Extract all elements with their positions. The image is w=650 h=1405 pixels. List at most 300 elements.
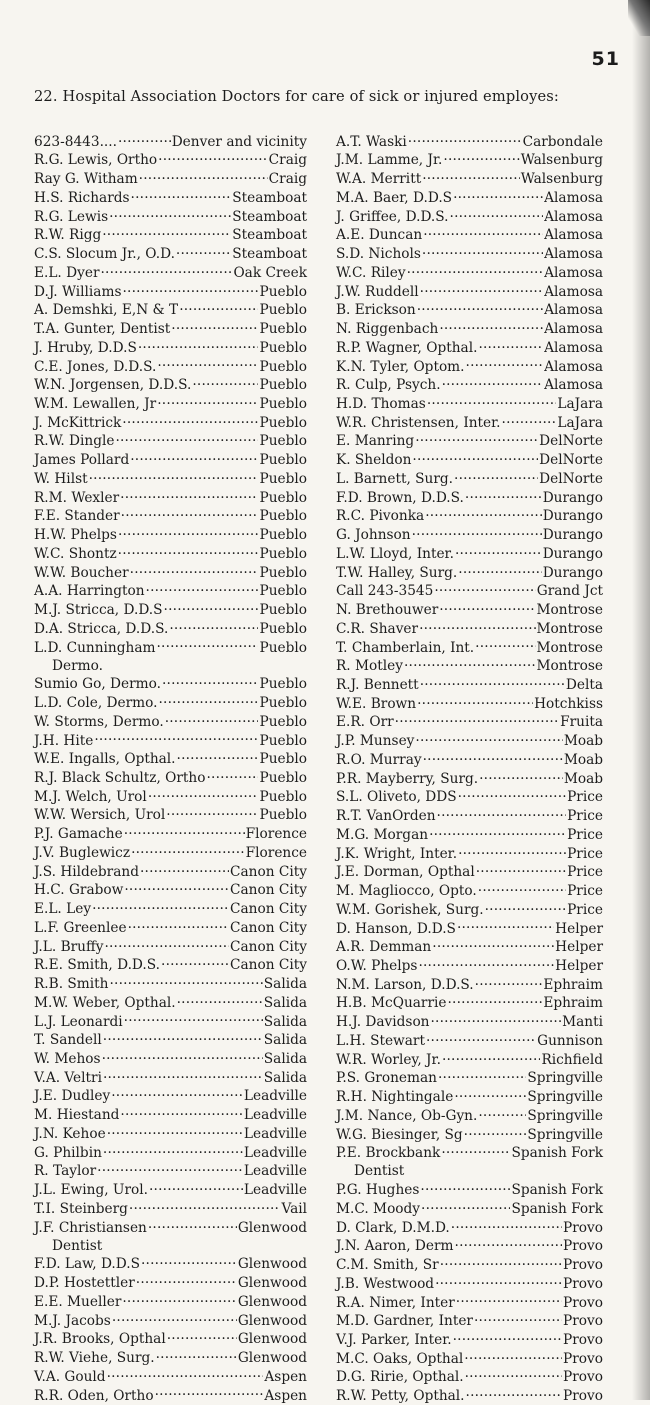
dot-leader	[165, 712, 259, 726]
dot-leader	[149, 1180, 243, 1194]
doctor-location: Price	[567, 864, 603, 881]
doctor-entry	[34, 525, 307, 544]
doctor-entry	[336, 151, 603, 170]
dot-leader	[502, 413, 557, 427]
doctor-entry	[34, 937, 307, 956]
doctor-name: A. Demshki, E,N & T	[34, 302, 179, 319]
dot-leader	[130, 563, 259, 577]
left-doctor-column	[34, 132, 307, 1405]
doctor-location: Alamosa	[544, 227, 603, 244]
doctor-entry	[336, 544, 603, 563]
doctor-location: Price	[567, 901, 603, 918]
doctor-location: Salida	[263, 1013, 307, 1030]
doctor-location: Ephraim	[543, 976, 603, 993]
doctor-location: Glenwood	[237, 1331, 307, 1348]
doctor-location: Craig	[268, 171, 307, 188]
dot-leader	[157, 394, 258, 408]
doctor-entry	[336, 1031, 603, 1050]
doctor-name: M.J. Welch, Urol	[34, 788, 147, 805]
doctor-location: Steamboat	[232, 208, 307, 225]
doctor-location: Steamboat	[232, 227, 307, 244]
doctor-name: F.D. Law, D.D.S	[34, 1256, 140, 1273]
doctor-location: Alamosa	[544, 339, 603, 356]
doctor-location: Pueblo	[259, 433, 307, 450]
dot-leader	[457, 919, 554, 933]
doctor-entry	[34, 806, 307, 825]
dot-leader	[408, 132, 522, 146]
doctor-entry	[336, 450, 603, 469]
doctor-name: W.C. Riley	[336, 264, 406, 281]
dot-leader	[439, 600, 535, 614]
doctor-name: R.T. VanOrden	[336, 808, 436, 825]
doctor-name: M.C. Moody	[336, 1200, 421, 1217]
doctor-entry	[34, 619, 307, 638]
doctor-location: Glenwood	[237, 1293, 307, 1310]
doctor-location: Steamboat	[232, 189, 307, 206]
doctor-name: R.W. Dingle	[34, 433, 115, 450]
doctor-location: Leadville	[243, 1107, 307, 1124]
doctor-name: P.G. Hughes	[336, 1182, 420, 1199]
dot-leader	[148, 1218, 237, 1232]
doctor-entry	[34, 282, 307, 301]
doctor-entry	[336, 132, 603, 151]
doctor-name: T.A. Gunter, Dentist	[34, 321, 171, 338]
dot-leader	[423, 750, 563, 764]
dot-leader	[107, 1124, 243, 1138]
doctor-name: W.M. Gorishek, Surg.	[336, 901, 484, 918]
dot-leader	[112, 1311, 237, 1325]
doctor-name: 623-8443....	[34, 133, 117, 150]
doctor-location: Alamosa	[544, 377, 603, 394]
doctor-name: J.W. Ruddell	[336, 283, 419, 300]
doctor-entry	[336, 469, 603, 488]
doctor-entry	[336, 1050, 603, 1069]
dot-leader	[422, 244, 543, 258]
doctor-name: Ray G. Witham	[34, 171, 138, 188]
doctor-name: F.D. Brown, D.D.S.	[336, 489, 464, 506]
doctor-entry	[34, 563, 307, 582]
doctor-location: Gunnison	[537, 1032, 603, 1049]
doctor-location: Pueblo	[259, 470, 307, 487]
doctor-entry	[34, 188, 307, 207]
doctor-name: M. Magliocco, Opto.	[336, 883, 477, 900]
doctor-entry	[34, 993, 307, 1012]
doctor-name: V.J. Parker, Inter.	[336, 1332, 452, 1348]
doctor-location: Alamosa	[544, 283, 603, 300]
doctor-name: D.P. Hostettler	[34, 1275, 135, 1292]
doctor-location: Glenwood	[237, 1350, 307, 1367]
doctor-entry	[34, 1162, 307, 1181]
doctor-name: A.A. Harrington	[34, 583, 145, 600]
doctor-name: Call 243-3545	[336, 583, 434, 600]
doctor-name: J.L. Bruffy	[34, 938, 104, 955]
dot-leader	[427, 394, 557, 408]
doctor-entry	[34, 638, 307, 657]
doctor-name: J.N. Aaron, Derm	[336, 1238, 454, 1255]
doctor-location: Pueblo	[259, 639, 307, 656]
doctor-entry	[34, 693, 307, 712]
doctor-entry	[336, 919, 603, 938]
dot-leader	[478, 338, 543, 352]
dot-leader	[435, 1274, 562, 1288]
doctor-entry	[336, 806, 603, 825]
doctor-location: Aspen	[264, 1387, 307, 1404]
dot-leader	[166, 806, 258, 820]
dot-leader	[475, 638, 535, 652]
doctor-entry	[34, 1124, 307, 1143]
doctor-entry	[34, 1218, 307, 1237]
doctor-location: Provo	[563, 1369, 603, 1386]
doctor-location: Delta	[565, 676, 603, 693]
doctor-name: R.J. Bennett	[336, 676, 419, 693]
doctor-location: Moab	[563, 751, 603, 768]
doctor-location: Alamosa	[544, 189, 603, 206]
dot-leader	[441, 1144, 510, 1158]
doctor-name: W.A. Merritt	[336, 171, 422, 188]
doctor-name: R. Motley	[336, 658, 403, 675]
doctor-location: Fruita	[560, 714, 603, 731]
doctor-entry	[34, 1237, 307, 1255]
dot-leader	[100, 263, 232, 277]
doctor-location: Helper	[555, 958, 603, 974]
doctor-location: Salida	[263, 1069, 307, 1086]
doctor-entry	[336, 750, 603, 769]
dot-leader	[121, 507, 259, 521]
doctor-entry	[34, 507, 307, 526]
dot-leader	[422, 169, 520, 183]
dot-leader	[454, 1087, 526, 1101]
doctor-entry	[336, 638, 603, 657]
dot-leader	[437, 806, 567, 820]
dot-leader	[417, 694, 533, 708]
doctor-entry	[34, 244, 307, 263]
section-heading: 22. Hospital Association Doctors for care of sick or injured employes:	[34, 88, 559, 105]
dot-leader	[157, 357, 258, 371]
doctor-location: Salida	[263, 1032, 307, 1049]
doctor-location: Provo	[563, 1313, 603, 1330]
doctor-entry	[336, 1199, 603, 1218]
doctor-entry	[336, 657, 603, 676]
doctor-name: V.A. Gould	[34, 1368, 106, 1385]
doctor-entry	[336, 675, 603, 694]
dot-leader	[432, 938, 554, 952]
doctor-entry	[336, 507, 603, 526]
doctor-location: Pueblo	[259, 545, 307, 562]
doctor-entry	[336, 956, 603, 975]
doctor-entry	[336, 881, 603, 900]
doctor-location: DelNorte	[539, 452, 603, 469]
dot-leader	[156, 638, 258, 652]
dot-leader	[420, 282, 544, 296]
doctor-location: Salida	[263, 976, 307, 993]
doctor-entry	[34, 1180, 307, 1199]
dot-leader	[138, 338, 259, 352]
doctor-name: Dentist	[52, 1237, 103, 1254]
doctor-name: M. Hiestand	[34, 1107, 120, 1124]
doctor-name: R.B. Smith	[34, 976, 109, 993]
doctor-entry	[336, 1069, 603, 1088]
dot-leader	[118, 525, 259, 539]
doctor-entry	[34, 1012, 307, 1031]
dot-leader	[442, 1050, 541, 1064]
doctor-name: W.C. Shontz	[34, 545, 117, 562]
doctor-name: R.P. Wagner, Opthal.	[336, 339, 478, 356]
dot-leader	[455, 1237, 563, 1251]
doctor-name: D.J. Williams	[34, 283, 122, 300]
doctor-entry	[34, 1199, 307, 1218]
doctor-location: Salida	[263, 994, 307, 1011]
doctor-name: W.R. Christensen, Inter.	[336, 414, 501, 431]
doctor-location: Price	[567, 789, 603, 806]
doctor-entry	[336, 1162, 603, 1180]
doctor-name: P.J. Gamache	[34, 826, 123, 843]
doctor-name: C.E. Jones, D.D.S.	[34, 358, 157, 375]
doctor-entry	[34, 226, 307, 245]
doctor-name: M.G. Morgan	[336, 826, 429, 843]
doctor-name: H.W. Phelps	[34, 527, 117, 544]
doctor-location: Pueblo	[259, 508, 307, 525]
doctor-entry	[336, 357, 603, 376]
doctor-entry	[34, 301, 307, 320]
doctor-name: W.W. Boucher	[34, 564, 129, 581]
doctor-location: Durango	[542, 564, 603, 581]
doctor-name: R.G. Lewis, Ortho	[34, 152, 158, 169]
doctor-name: J.H. Hite	[34, 732, 94, 749]
doctor-location: Alamosa	[544, 321, 603, 338]
doctor-name: R.O. Murray	[336, 751, 422, 768]
doctor-entry	[34, 338, 307, 357]
doctor-location: Glenwood	[237, 1312, 307, 1329]
doctor-name: G. Philbin	[34, 1144, 102, 1161]
doctor-entry	[336, 825, 603, 844]
dot-leader	[458, 563, 541, 577]
doctor-name: Dermo.	[52, 657, 103, 674]
doctor-location: Moab	[563, 770, 603, 787]
dot-leader	[440, 1255, 562, 1269]
doctor-entry	[336, 319, 603, 338]
doctor-name: J.B. Westwood	[336, 1275, 435, 1292]
doctor-entry	[336, 844, 603, 863]
doctor-location: Pueblo	[259, 602, 307, 619]
page-number: 51	[591, 48, 620, 70]
doctor-entry	[336, 713, 603, 732]
doctor-entry	[34, 1255, 307, 1274]
doctor-name: R.H. Nightingale	[336, 1089, 454, 1106]
dot-leader	[179, 301, 258, 315]
dot-leader	[94, 731, 258, 745]
doctor-location: Spanish Fork	[511, 1200, 603, 1217]
doctor-name: L.D. Cole, Dermo.	[34, 695, 158, 712]
doctor-name: W.E. Ingalls, Opthal.	[34, 751, 176, 768]
doctor-entry	[336, 975, 603, 994]
doctor-name: L.D. Cunningham	[34, 639, 156, 656]
doctor-entry	[336, 1106, 603, 1125]
doctor-name: E.R. Orr	[336, 714, 394, 731]
dot-leader	[395, 713, 559, 727]
doctor-entry	[34, 956, 307, 975]
doctor-location: Alamosa	[544, 264, 603, 281]
dot-leader	[103, 1031, 263, 1045]
doctor-entry	[34, 768, 307, 787]
doctor-location: Pueblo	[259, 751, 307, 768]
doctor-entry	[336, 1274, 603, 1293]
dot-leader	[158, 151, 268, 165]
doctor-entry	[34, 750, 307, 769]
doctor-location: Springville	[527, 1126, 603, 1143]
doctor-entry	[34, 787, 307, 806]
dot-leader	[412, 525, 542, 539]
doctor-entry	[336, 188, 603, 207]
doctor-entry	[34, 1106, 307, 1125]
dot-leader	[419, 619, 535, 633]
doctor-location: Pueblo	[259, 358, 307, 375]
doctor-name: D. Clark, D.M.D.	[336, 1219, 450, 1236]
doctor-location: Pueblo	[259, 676, 307, 693]
doctor-name: T.I. Steinberg	[34, 1200, 128, 1217]
dot-leader	[464, 1125, 527, 1139]
doctor-name: J.L. Ewing, Urol.	[34, 1182, 148, 1199]
doctor-entry	[34, 974, 307, 993]
dot-leader	[455, 544, 542, 558]
dot-leader	[466, 357, 544, 371]
doctor-location: Pueblo	[259, 527, 307, 544]
doctor-entry	[336, 619, 603, 638]
doctor-entry	[336, 1330, 603, 1349]
doctor-location: Craig	[268, 152, 307, 169]
doctor-name: N. Brethouwer	[336, 602, 439, 619]
dot-leader	[97, 1162, 243, 1176]
doctor-location: Leadville	[243, 1163, 307, 1180]
doctor-entry	[336, 788, 603, 807]
dot-leader	[429, 825, 566, 839]
doctor-name: C.R. Shaver	[336, 620, 419, 637]
doctor-location: Leadville	[243, 1088, 307, 1105]
doctor-location: Springville	[527, 1070, 603, 1087]
doctor-location: Provo	[563, 1275, 603, 1292]
doctor-location: Walsenburg	[520, 171, 603, 188]
doctor-location: LaJara	[557, 395, 603, 412]
dot-leader	[177, 750, 259, 764]
doctor-location: Manti	[562, 1014, 603, 1031]
dot-leader	[89, 469, 259, 483]
doctor-name: F.E. Stander	[34, 508, 120, 525]
doctor-location: Denver and vicinity	[171, 133, 307, 150]
doctor-name: R.M. Wexler	[34, 489, 120, 506]
doctor-location: Moab	[563, 733, 603, 750]
doctor-location: Montrose	[536, 658, 603, 675]
doctor-name: R.W. Viehe, Surg.	[34, 1350, 155, 1367]
doctor-name: W.N. Jorgensen, D.D.S.	[34, 377, 192, 394]
doctor-location: Ephraim	[543, 995, 603, 1012]
dot-leader	[465, 1368, 562, 1382]
dot-leader	[139, 169, 268, 183]
doctor-name: R.E. Smith, D.D.S.	[34, 957, 161, 974]
doctor-entry	[34, 712, 307, 731]
dot-leader	[438, 1069, 526, 1083]
doctor-location: Canon City	[230, 919, 307, 936]
doctor-name: J.M. Nance, Ob-Gyn.	[336, 1107, 478, 1124]
doctor-location: Canon City	[230, 957, 307, 974]
dot-leader	[130, 450, 258, 464]
doctor-location: Glenwood	[237, 1256, 307, 1273]
doctor-location: DelNorte	[539, 470, 603, 487]
doctor-name: E.L. Dyer	[34, 264, 100, 281]
doctor-entry	[34, 132, 307, 151]
doctor-entry	[336, 301, 603, 320]
doctor-name: J.P. Munsey	[336, 733, 415, 750]
doctor-name: H.C. Grabow	[34, 882, 124, 899]
doctor-name: A.E. Duncan	[336, 227, 423, 244]
doctor-name: R.R. Oden, Ortho	[34, 1387, 154, 1404]
doctor-entry	[34, 1292, 307, 1311]
doctor-entry	[336, 244, 603, 263]
doctor-entry	[34, 1386, 307, 1405]
dot-leader	[450, 207, 544, 221]
dot-leader	[161, 956, 229, 970]
doctor-entry	[34, 169, 307, 188]
doctor-name: K. Sheldon	[336, 452, 412, 469]
doctor-entry	[336, 694, 603, 713]
doctor-location: Price	[567, 845, 603, 862]
page-corner-curl	[628, 0, 650, 36]
doctor-name: G. Johnson	[336, 527, 411, 544]
doctor-entry	[336, 525, 603, 544]
doctor-name: M.J. Jacobs	[34, 1312, 111, 1329]
doctor-entry	[34, 207, 307, 226]
dot-leader	[451, 1218, 562, 1232]
doctor-entry	[336, 263, 603, 282]
dot-leader	[458, 788, 566, 802]
doctor-name: H.J. Davidson	[336, 1014, 430, 1031]
doctor-location: Pueblo	[259, 302, 307, 319]
doctor-location: Pueblo	[259, 695, 307, 712]
dot-leader	[136, 1273, 237, 1287]
doctor-location: Provo	[563, 1219, 603, 1236]
dot-leader	[434, 582, 535, 596]
doctor-location: Glenwood	[237, 1219, 307, 1236]
doctor-entry	[34, 1068, 307, 1087]
doctor-entry	[34, 432, 307, 451]
doctor-name: L.W. Lloyd, Inter.	[336, 545, 454, 562]
doctor-entry	[336, 338, 603, 357]
dot-leader	[177, 993, 263, 1007]
dot-leader	[420, 1180, 510, 1194]
doctor-entry	[336, 488, 603, 507]
dot-leader	[456, 1293, 562, 1307]
doctor-location: Price	[567, 826, 603, 843]
doctor-name: R.J. Black Schultz, Ortho	[34, 769, 206, 786]
doctor-entry	[34, 263, 307, 282]
dot-leader	[169, 619, 258, 633]
dot-leader	[466, 1387, 563, 1401]
dot-leader	[465, 488, 542, 502]
doctor-location: Pueblo	[259, 807, 307, 824]
dot-leader	[415, 432, 538, 446]
doctor-entry	[336, 1387, 603, 1405]
doctor-location: Grand Jct	[536, 583, 603, 600]
doctor-entry	[336, 1368, 603, 1387]
dot-leader	[479, 769, 563, 783]
dot-leader	[129, 1199, 281, 1213]
doctor-entry	[34, 1031, 307, 1050]
dot-leader	[122, 413, 258, 427]
doctor-entry	[336, 1255, 603, 1274]
doctor-entry	[336, 1218, 603, 1237]
doctor-location: Provo	[563, 1257, 603, 1274]
doctor-location: Provo	[563, 1238, 603, 1255]
doctor-name: Dentist	[354, 1163, 405, 1180]
doctor-entry	[336, 376, 603, 395]
